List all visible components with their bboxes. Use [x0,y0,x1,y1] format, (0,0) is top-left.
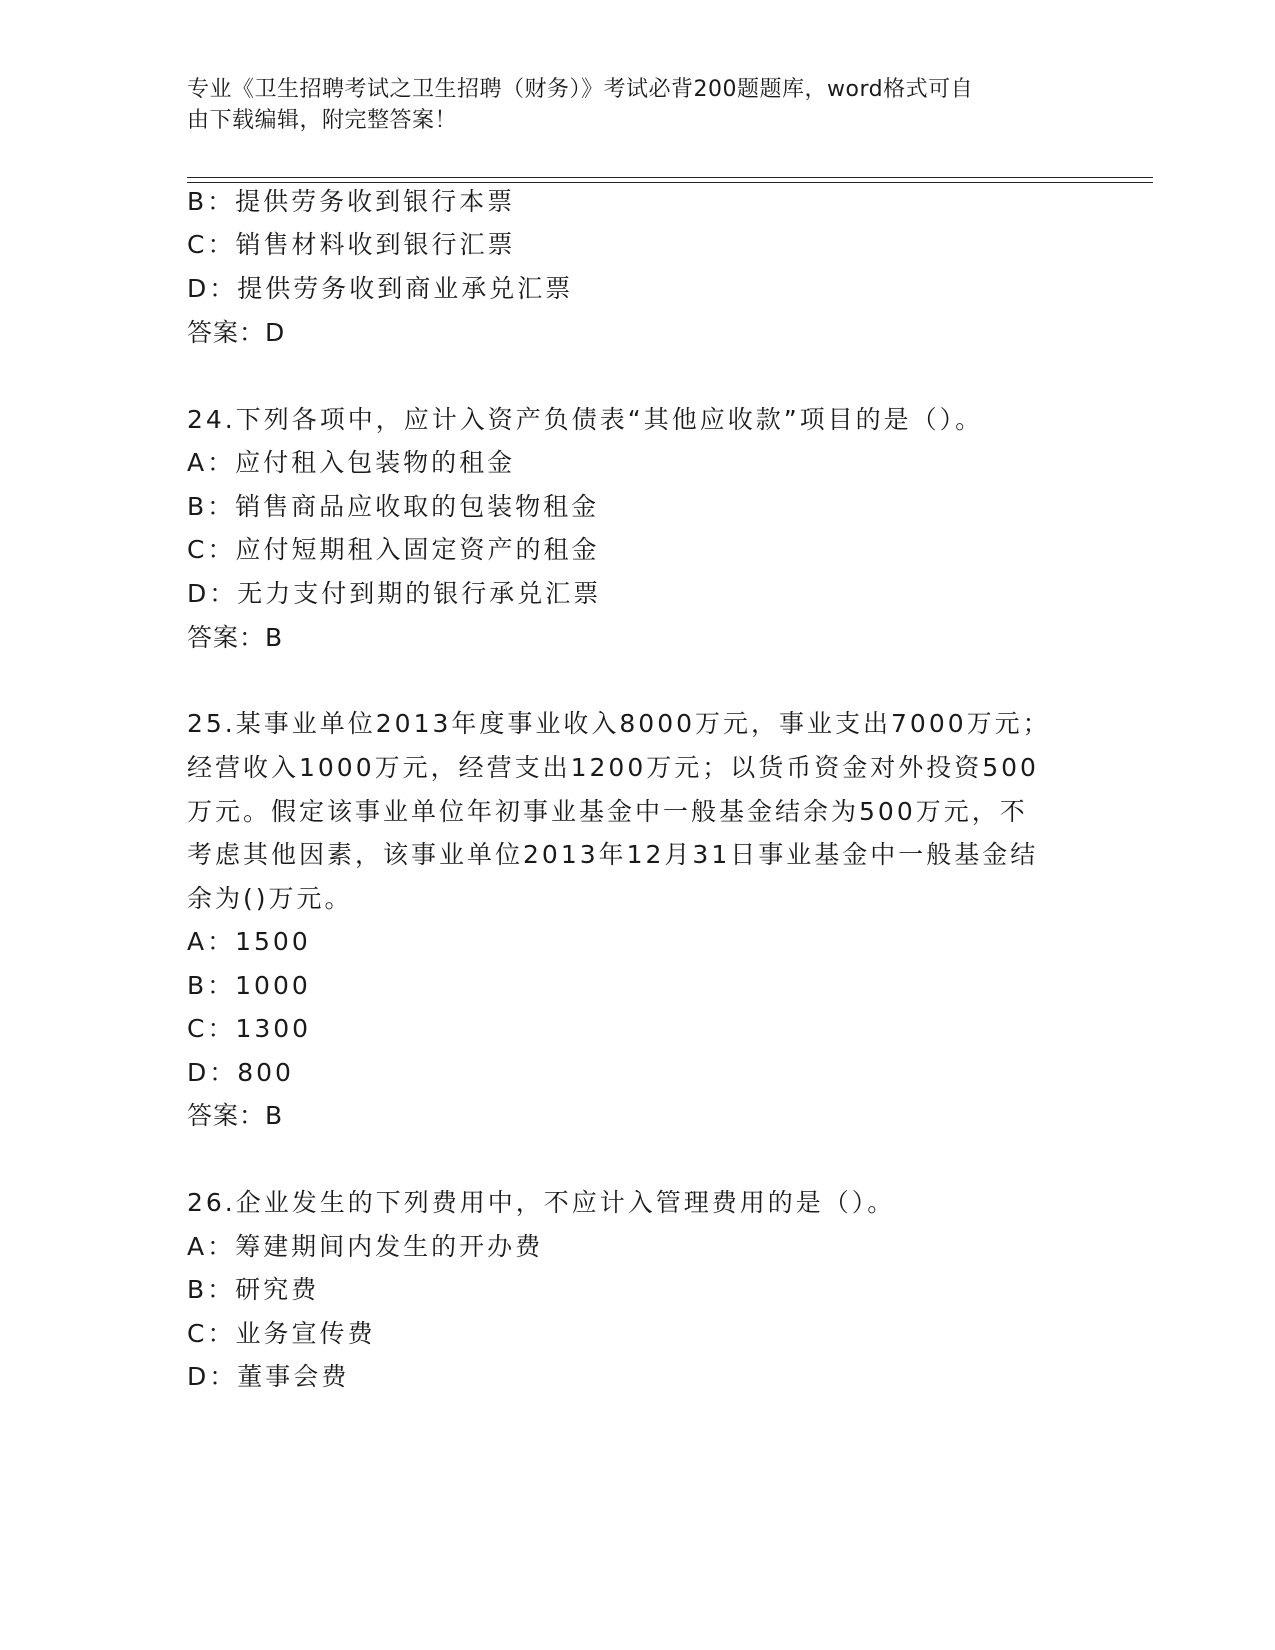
option-c: C：1300 [187,1014,312,1043]
option-d: D：无力支付到期的银行承兑汇票 [187,579,602,608]
question-25-stem-line: 余为()万元。 [187,884,353,913]
question-24-stem: 24.下列各项中，应计入资产负债表“其他应收款”项目的是（）。 [187,405,984,434]
option-b: B：研究费 [187,1275,320,1304]
option-c: C：应付短期租入固定资产的租金 [187,535,600,564]
header-line-2: 由下载编辑，附完整答案！ [187,108,458,133]
question-25-stem-line: 万元。假定该事业单位年初事业基金中一般基金结余为500万元，不 [187,797,1028,826]
option-b: B：1000 [187,971,311,1000]
option-c: C：业务宣传费 [187,1319,376,1348]
option-a: A：筹建期间内发生的开办费 [187,1232,544,1261]
header-line-1: 专业《卫生招聘考试之卫生招聘（财务）》考试必背200题题库，word格式可自 [187,77,974,102]
option-a: A：1500 [187,927,311,956]
answer-line: 答案：B [187,1101,284,1130]
document-header [187,74,1067,136]
question-25-stem-line: 考虑其他因素，该事业单位2013年12月31日事业基金中一般基金结 [187,840,1039,869]
answer-line: 答案：B [187,623,284,652]
option-c: C：销售材料收到银行汇票 [187,230,516,259]
header-divider-top [187,177,1153,178]
question-25-stem-line: 25.某事业单位2013年度事业收入8000万元，事业支出7000万元； [187,709,1051,738]
answer-line: 答案：D [187,318,286,347]
option-d: D：董事会费 [187,1362,350,1391]
option-d: D：800 [187,1058,294,1087]
option-b: B：销售商品应收取的包装物租金 [187,492,600,521]
option-d: D：提供劳务收到商业承兑汇票 [187,274,574,303]
option-a: A：应付租入包装物的租金 [187,448,516,477]
question-25-stem-line: 经营收入1000万元，经营支出1200万元；以货币资金对外投资500 [187,753,1039,782]
question-26-stem: 26.企业发生的下列费用中，不应计入管理费用的是（）。 [187,1188,896,1217]
option-b: B：提供劳务收到银行本票 [187,187,516,216]
header-divider-bottom [187,182,1153,183]
